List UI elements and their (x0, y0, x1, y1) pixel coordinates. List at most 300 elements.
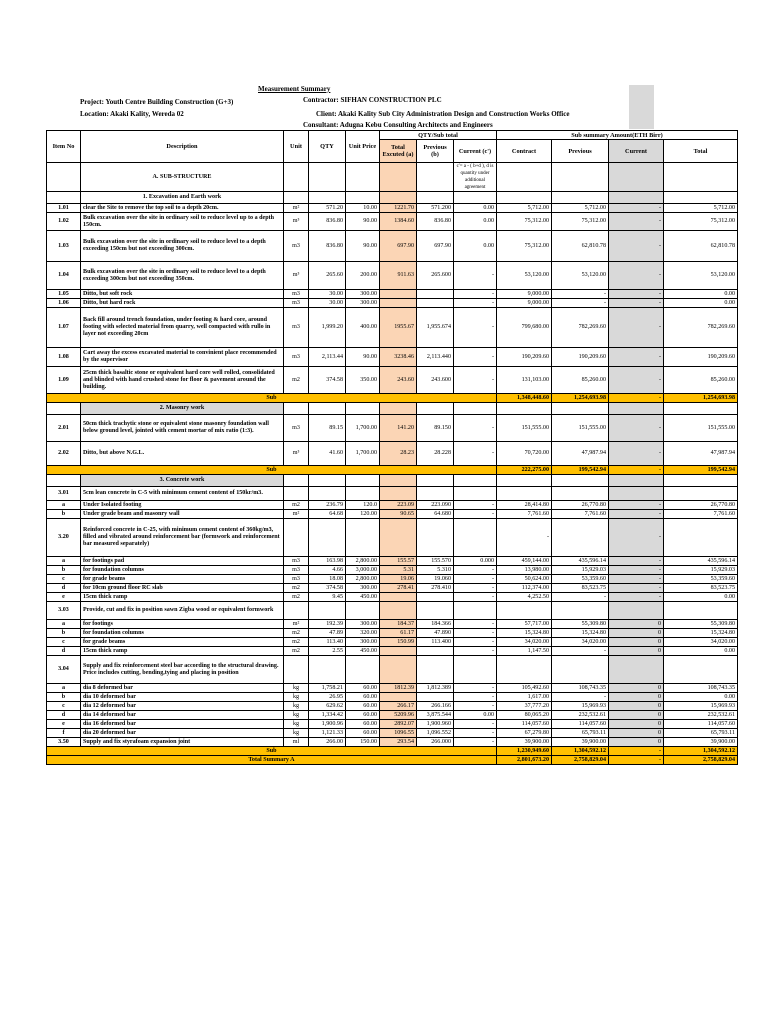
cell-total-excuted: 1096.55 (380, 729, 417, 738)
cell-item-no: 1.06 (47, 299, 81, 308)
cell-previous-b: 278.410 (417, 584, 454, 593)
section-heading-row (47, 475, 738, 487)
cell-previous-b (417, 290, 454, 299)
cell-contract: 4,252.50 (497, 593, 552, 602)
cell-unit: m2 (284, 647, 309, 656)
cell-previous: 1,254,693.98 (552, 394, 609, 403)
cell-description: for 10cm ground floor RC slab (81, 584, 284, 593)
cell-item-no: b (47, 566, 81, 575)
cell-previous: 782,269.60 (552, 308, 609, 348)
cell-price: 300.00 (346, 299, 380, 308)
cell-contract: 9,000.00 (497, 299, 552, 308)
col-group-qty: QTY/Sub total (380, 131, 497, 140)
cell-price (346, 163, 380, 192)
cell-current-c: - (454, 647, 497, 656)
cell-total: 0.00 (664, 290, 738, 299)
cell-description: Provide, cut and fix in position sawn Zigba wood or equivalent formwork (81, 602, 284, 620)
col-current-c: Current (c') (454, 140, 497, 163)
cell-previous: 15,969.93 (552, 702, 609, 711)
cell-qty (309, 487, 346, 501)
cell-total: 83,523.75 (664, 584, 738, 593)
item-row (47, 693, 738, 702)
cell-previous-b (417, 299, 454, 308)
cell-previous-b: 47.890 (417, 629, 454, 638)
cell-current (609, 602, 664, 620)
cell-total: 34,020.00 (664, 638, 738, 647)
cell-current-c: - (454, 738, 497, 747)
cell-total: 47,987.94 (664, 442, 738, 466)
cell-description: dia 10 deformed bar (81, 693, 284, 702)
cell-current: 0 (609, 738, 664, 747)
cell-current: - (609, 575, 664, 584)
cell-current-c: - (454, 702, 497, 711)
cell-unit: m3 (284, 575, 309, 584)
cell-qty: 236.79 (309, 501, 346, 510)
cell-qty: 4.66 (309, 566, 346, 575)
cell-total: 75,312.00 (664, 213, 738, 231)
cell-contract: - (497, 519, 552, 557)
cell-total: 108,743.35 (664, 684, 738, 693)
cell-total-excuted: 911.63 (380, 262, 417, 290)
cell-contract: 2,801,673.20 (497, 756, 552, 765)
cell-unit: kg (284, 702, 309, 711)
cell-price: 200.00 (346, 262, 380, 290)
cell-previous-b: 155.570 (417, 557, 454, 566)
cell-item-no: d (47, 647, 81, 656)
cell-total-excuted (380, 693, 417, 702)
cell-current: - (609, 519, 664, 557)
item-row (47, 584, 738, 593)
cell-total-excuted: 90.65 (380, 510, 417, 519)
cell-contract: 70,720.00 (497, 442, 552, 466)
cell-price (346, 487, 380, 501)
cell-unit: kg (284, 729, 309, 738)
cell-total-excuted (380, 519, 417, 557)
cell-current: - (609, 213, 664, 231)
cell-unit: kg (284, 720, 309, 729)
cell-previous: 1,304,592.12 (552, 747, 609, 756)
subtotal-label: Sub (47, 747, 497, 756)
cell-previous-b: 64.680 (417, 510, 454, 519)
cell-current (609, 475, 664, 487)
cell-qty: 113.40 (309, 638, 346, 647)
item-row (47, 231, 738, 262)
cell-unit: m3 (284, 299, 309, 308)
cell-qty: 30.00 (309, 299, 346, 308)
cell-contract: 50,624.00 (497, 575, 552, 584)
cell-item-no: f (47, 729, 81, 738)
cell-current: 0 (609, 620, 664, 629)
cell-description: for footings pad (81, 557, 284, 566)
cell-total: 2,758,829.04 (664, 756, 738, 765)
cell-qty: 47.89 (309, 629, 346, 638)
cell-qty: 571.20 (309, 204, 346, 213)
cell-current-c: - (454, 684, 497, 693)
cell-contract: 151,555.00 (497, 415, 552, 442)
cell-previous-b (417, 403, 454, 415)
cell-item-no: 1.02 (47, 213, 81, 231)
cell-current-c: - (454, 620, 497, 629)
section-heading-row (47, 403, 738, 415)
cell-total-excuted: 1812.39 (380, 684, 417, 693)
cell-item-no: 1.01 (47, 204, 81, 213)
cell-item-no: c (47, 638, 81, 647)
cell-contract (497, 602, 552, 620)
item-row (47, 348, 738, 367)
cell-price: 400.00 (346, 308, 380, 348)
cell-item-no: b (47, 629, 81, 638)
cell-qty: 374.58 (309, 584, 346, 593)
cell-current-c (454, 602, 497, 620)
cell-previous-b (417, 475, 454, 487)
cell-current-c: - (454, 367, 497, 394)
cell-unit: m3 (284, 231, 309, 262)
cell-item-no (47, 192, 81, 204)
cell-contract (497, 656, 552, 684)
cell-price: 2,800.00 (346, 557, 380, 566)
cell-contract: 80,065.20 (497, 711, 552, 720)
cell-unit: m² (284, 204, 309, 213)
cell-previous-b (417, 693, 454, 702)
cell-contract: 57,717.00 (497, 620, 552, 629)
contractor-label: Contractor: SIFHAN CONSTRUCTION PLC (303, 96, 442, 104)
item-row (47, 501, 738, 510)
cell-qty: 1,900.96 (309, 720, 346, 729)
cell-total: 62,810.78 (664, 231, 738, 262)
item-row (47, 729, 738, 738)
cell-item-no: d (47, 584, 81, 593)
cell-price: 1,700.00 (346, 442, 380, 466)
cell-qty (309, 602, 346, 620)
subtotal-label: Sub (47, 394, 497, 403)
cell-previous-b: 28.228 (417, 442, 454, 466)
cell-contract: 5,712.00 (497, 204, 552, 213)
cell-description: Supply and fix styrafoam expansion joint (81, 738, 284, 747)
cell-contract: 1,147.50 (497, 647, 552, 656)
subtotal-row (47, 747, 738, 756)
cell-unit: m² (284, 510, 309, 519)
cell-description: Bulk excavation over the site in ordinary soil to reduce level up to a depth 150cm. (81, 213, 284, 231)
col-total-excuted: Total Excuted (a) (380, 140, 417, 163)
cell-contract: 13,980.00 (497, 566, 552, 575)
cell-current: - (609, 231, 664, 262)
cell-previous: 47,987.94 (552, 442, 609, 466)
cell-item-no: 2.01 (47, 415, 81, 442)
item-row (47, 575, 738, 584)
cell-previous: 435,596.14 (552, 557, 609, 566)
cell-description: 15cm thick ramp (81, 647, 284, 656)
cell-previous: 85,260.00 (552, 367, 609, 394)
item-row (47, 702, 738, 711)
cell-price: 300.00 (346, 290, 380, 299)
cell-item-no (47, 403, 81, 415)
col-unit-price: Unit Price (346, 131, 380, 163)
cell-current-c (454, 192, 497, 204)
cell-total: 39,900.00 (664, 738, 738, 747)
item-row (47, 367, 738, 394)
section-title: 1. Excavation and Earth work (81, 192, 284, 204)
cell-unit: m2 (284, 593, 309, 602)
col-qty: QTY (309, 131, 346, 163)
cell-previous: - (552, 299, 609, 308)
cell-unit: m2 (284, 584, 309, 593)
cell-price (346, 602, 380, 620)
cell-previous (552, 519, 609, 557)
cell-current: - (609, 367, 664, 394)
cell-price: 60.00 (346, 711, 380, 720)
cell-previous: 2,758,829.04 (552, 756, 609, 765)
cell-price: 60.00 (346, 684, 380, 693)
item-row (47, 629, 738, 638)
cell-description: dia 12 deformed bar (81, 702, 284, 711)
grey-header-block (629, 85, 654, 129)
cell-total (664, 475, 738, 487)
cell-total-excuted (380, 487, 417, 501)
cell-current-c: - (454, 566, 497, 575)
cell-current: - (609, 394, 664, 403)
cell-item-no (47, 163, 81, 192)
cell-current: 0 (609, 684, 664, 693)
cell-total-excuted: 150.99 (380, 638, 417, 647)
cell-qty: 64.68 (309, 510, 346, 519)
item-row (47, 638, 738, 647)
sheet-title: Measurement Summary (258, 85, 331, 93)
cell-total: 435,596.14 (664, 557, 738, 566)
cell-qty: 2.55 (309, 647, 346, 656)
cell-total-excuted: 5.31 (380, 566, 417, 575)
cell-previous: 83,523.75 (552, 584, 609, 593)
cell-current: - (609, 290, 664, 299)
cell-total: 0.00 (664, 647, 738, 656)
cell-description: for grade beams (81, 638, 284, 647)
cell-unit: m3 (284, 557, 309, 566)
cell-price: 90.00 (346, 213, 380, 231)
cell-description: Bulk excavation over the site in ordinary soil to reduce level to a depth exceeding 300cm but not exceeding 350cm. (81, 262, 284, 290)
cell-current: 0 (609, 629, 664, 638)
cell-item-no: b (47, 510, 81, 519)
cell-description: Ditto, but hard rock (81, 299, 284, 308)
cell-previous: 39,900.00 (552, 738, 609, 747)
cell-total: 7,761.60 (664, 510, 738, 519)
cell-current-c: 0.00 (454, 213, 497, 231)
cell-current-c (454, 656, 497, 684)
cell-description: Ditto, but soft rock (81, 290, 284, 299)
cell-current: - (609, 510, 664, 519)
cell-price: 60.00 (346, 729, 380, 738)
cell-contract: 53,120.00 (497, 262, 552, 290)
cell-previous: 5,712.00 (552, 204, 609, 213)
cell-contract: 28,414.80 (497, 501, 552, 510)
item-row (47, 213, 738, 231)
cell-description: 50cm thick trachytic stone or equivalent stone masonry foundation wall below ground level, jointed with cement mortar of mix ratio (1:3). (81, 415, 284, 442)
client-label: Client: Akaki Kality Sub City Administration Design and Construction Works Office (316, 110, 570, 118)
cell-current-c: - (454, 415, 497, 442)
cell-price: 60.00 (346, 720, 380, 729)
cell-description: dia 20 deformed bar (81, 729, 284, 738)
cell-unit (284, 192, 309, 204)
cell-previous-b: 89.150 (417, 415, 454, 442)
cell-qty (309, 163, 346, 192)
cell-total-excuted: 3238.46 (380, 348, 417, 367)
subtotal-label: Total Summary A (47, 756, 497, 765)
cell-unit (284, 519, 309, 557)
project-label: Project: Youth Centre Building Construction (G+3) (80, 98, 234, 106)
cell-price (346, 656, 380, 684)
cell-total: 53,359.60 (664, 575, 738, 584)
cell-description: Ditto, but above N.G.L. (81, 442, 284, 466)
cell-total (664, 163, 738, 192)
cell-unit: m³ (284, 442, 309, 466)
cell-previous (552, 602, 609, 620)
cell-current (609, 656, 664, 684)
cell-qty (309, 475, 346, 487)
col-unit: Unit (284, 131, 309, 163)
cell-current: - (609, 308, 664, 348)
item-row (47, 602, 738, 620)
cell-total-excuted (380, 290, 417, 299)
cell-price: 60.00 (346, 702, 380, 711)
cell-unit: m3 (284, 308, 309, 348)
col-current: Current (609, 140, 664, 163)
cell-description: for foundation columns (81, 566, 284, 575)
cell-qty (309, 192, 346, 204)
cell-contract: 190,209.60 (497, 348, 552, 367)
subtotal-row (47, 466, 738, 475)
item-row (47, 656, 738, 684)
cell-item-no: 3.04 (47, 656, 81, 684)
cell-description: for footings (81, 620, 284, 629)
cell-description: for foundation columns (81, 629, 284, 638)
cell-total: 85,260.00 (664, 367, 738, 394)
cell-total: 26,770.80 (664, 501, 738, 510)
cell-previous: - (552, 647, 609, 656)
cell-previous-b: 1,955.674 (417, 308, 454, 348)
cell-item-no: a (47, 557, 81, 566)
cell-unit: m3 (284, 415, 309, 442)
section-title: 2. Masonry work (81, 403, 284, 415)
cell-price: 150.00 (346, 738, 380, 747)
cell-current-c: - (454, 262, 497, 290)
cell-contract: 75,312.00 (497, 213, 552, 231)
item-row (47, 204, 738, 213)
cell-current-c (454, 475, 497, 487)
cell-previous-b (417, 602, 454, 620)
cell-previous-b: 223.090 (417, 501, 454, 510)
item-row (47, 262, 738, 290)
cell-current: - (609, 466, 664, 475)
cell-previous-b: 836.80 (417, 213, 454, 231)
cell-total (664, 602, 738, 620)
item-row (47, 593, 738, 602)
cell-price: 2,800.00 (346, 575, 380, 584)
cell-total-excuted (380, 656, 417, 684)
cell-item-no: b (47, 693, 81, 702)
cell-current-c: - (454, 693, 497, 702)
section-title: A. SUB-STRUCTURE (81, 163, 284, 192)
cell-total (664, 403, 738, 415)
cell-previous: 26,770.80 (552, 501, 609, 510)
cell-previous: 232,532.61 (552, 711, 609, 720)
item-row (47, 738, 738, 747)
cell-total-excuted (380, 602, 417, 620)
cell-total-excuted: 278.41 (380, 584, 417, 593)
col-contract: Contract (497, 140, 552, 163)
cell-contract: 459,144.00 (497, 557, 552, 566)
cell-total: 0.00 (664, 593, 738, 602)
cell-current: - (609, 299, 664, 308)
cell-price: 300.00 (346, 584, 380, 593)
cell-current (609, 487, 664, 501)
cell-unit: m³ (284, 213, 309, 231)
cell-previous: 151,555.00 (552, 415, 609, 442)
cell-unit: m² (284, 620, 309, 629)
cell-total: 0.00 (664, 299, 738, 308)
cell-contract: 39,900.00 (497, 738, 552, 747)
cell-contract (497, 403, 552, 415)
cell-unit: kg (284, 684, 309, 693)
cell-unit (284, 163, 309, 192)
cell-description: 5cm lean concrete in C-5 with minimum cement content of 150kг/m3. (81, 487, 284, 501)
cell-current-c: - (454, 290, 497, 299)
cell-current: - (609, 262, 664, 290)
item-row (47, 720, 738, 729)
cell-qty: 836.80 (309, 213, 346, 231)
cell-previous-b: 243.600 (417, 367, 454, 394)
cell-qty: 1,334.42 (309, 711, 346, 720)
item-row (47, 519, 738, 557)
cell-total-excuted: 1221.70 (380, 204, 417, 213)
cell-previous: 7,761.60 (552, 510, 609, 519)
cell-total: 53,120.00 (664, 262, 738, 290)
cell-contract: 222,275.00 (497, 466, 552, 475)
cell-price: 90.00 (346, 348, 380, 367)
cell-current: 0 (609, 729, 664, 738)
cell-total: 1,254,693.98 (664, 394, 738, 403)
cell-qty (309, 519, 346, 557)
cell-item-no: 1.03 (47, 231, 81, 262)
item-row (47, 557, 738, 566)
cell-contract (497, 192, 552, 204)
cell-contract: 37,777.20 (497, 702, 552, 711)
cell-item-no: 3.20 (47, 519, 81, 557)
cell-contract: 7,761.60 (497, 510, 552, 519)
cell-total-excuted: 61.17 (380, 629, 417, 638)
item-row (47, 684, 738, 693)
cell-current-c (454, 487, 497, 501)
item-row (47, 566, 738, 575)
cell-previous: 55,309.80 (552, 620, 609, 629)
cell-previous: 34,020.00 (552, 638, 609, 647)
cell-previous-b: 5.310 (417, 566, 454, 575)
cell-qty: 1,999.20 (309, 308, 346, 348)
cell-current: - (609, 348, 664, 367)
cell-contract (497, 487, 552, 501)
cell-previous-b: 19.060 (417, 575, 454, 584)
cell-price: 120.00 (346, 510, 380, 519)
cell-previous: 53,120.00 (552, 262, 609, 290)
cell-previous-b (417, 656, 454, 684)
cell-current (609, 192, 664, 204)
cell-total: 15,324.80 (664, 629, 738, 638)
cell-current-c: 0.000 (454, 557, 497, 566)
cell-previous: 53,359.60 (552, 575, 609, 584)
col-previous: Previous (552, 140, 609, 163)
cell-total: 199,542.94 (664, 466, 738, 475)
cell-total-excuted: 155.57 (380, 557, 417, 566)
cell-previous (552, 192, 609, 204)
cell-qty: 89.15 (309, 415, 346, 442)
cell-description: 25cm thick basaltic stone or equivalent hard core well rolled, consolidated and blinded with hand crushed stone for floor & pavement around the building. (81, 367, 284, 394)
